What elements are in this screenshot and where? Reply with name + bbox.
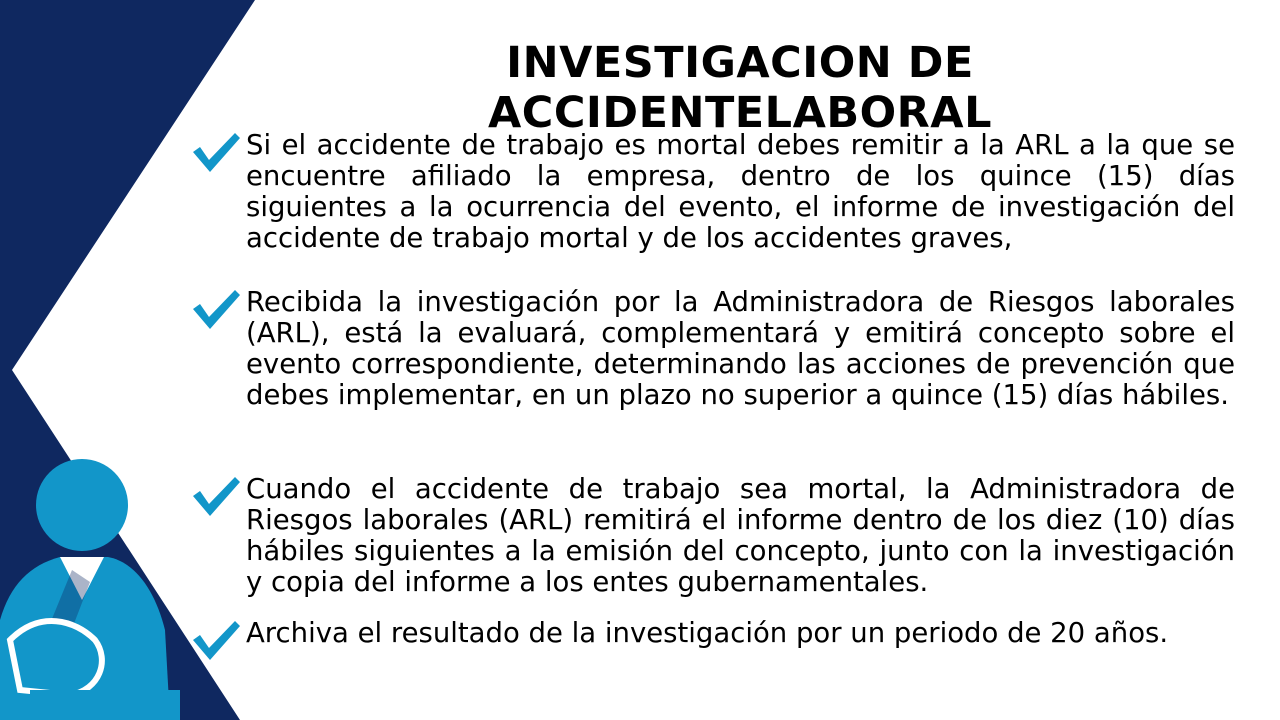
list-item-text: Archiva el resultado de la investigación por un periodo de 20 años. [246,617,1169,649]
checkmark-icon [190,130,242,174]
checkmark-icon [190,287,242,331]
list-item-text: Recibida la investigación por la Administradora de Riesgos laborales (ARL), está la evaluará, complementará y emitirá concepto sobre el evento correspondiente, determinando las acciones de prevención que debes implementar, en un plazo no superior a quince (15) días hábiles. [246,286,1235,411]
checkmark-icon [190,618,242,662]
checkmark-icon [190,474,242,518]
list-item [190,618,1250,649]
page-title: INVESTIGACION DE ACCIDENTELABORAL [488,38,992,138]
list-item [190,287,1250,411]
list-item-text: Si el accidente de trabajo es mortal debes remitir a la ARL a la que se encuentre afiliado la empresa, dentro de los quince (15) días siguientes a la ocurrencia del evento, el informe de investigación del accidente de trabajo mortal y de los accidentes graves, [246,129,1235,254]
list-item [190,130,1250,254]
list-item [190,474,1250,598]
list-item-text: Cuando el accidente de trabajo sea mortal, la Administradora de Riesgos laborales (ARL) remitirá el informe dentro de los diez (10) días hábiles siguientes a la emisión del concepto, junto con la investigación y copia del informe a los entes gubernamentales. [246,473,1235,598]
